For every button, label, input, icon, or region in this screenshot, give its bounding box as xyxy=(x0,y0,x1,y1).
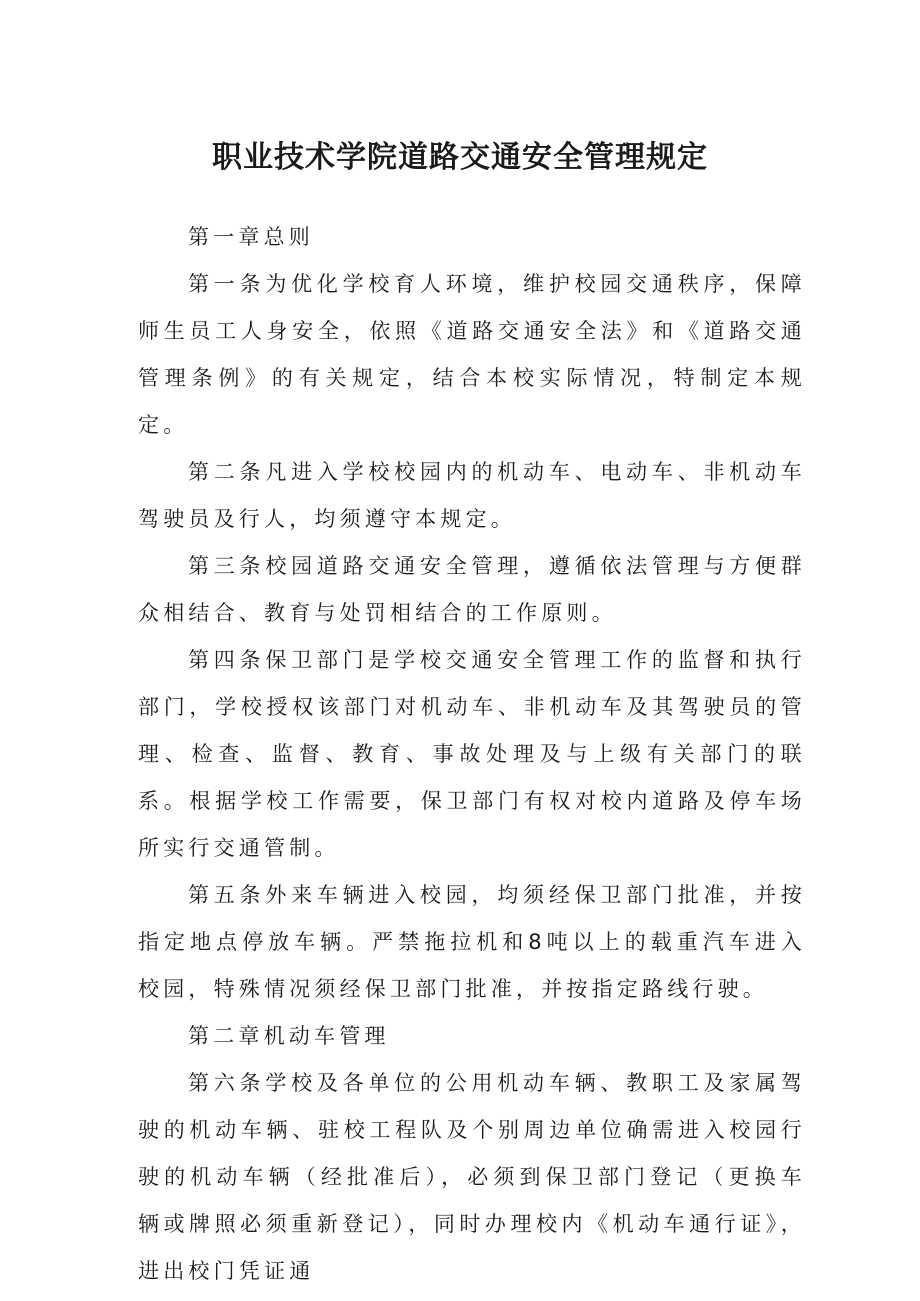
article-5: 第五条外来车辆进入校园，均须经保卫部门批准，并按指定地点停放车辆。严禁拖拉机和8吨以上的载重汽车进入校园，特殊情况须经保卫部门批准，并按指定路线行驶。 xyxy=(138,883,806,1001)
document-title: 职业技术学院道路交通安全管理规定 xyxy=(212,140,708,175)
article-3: 第三条校园道路交通安全管理，遵循依法管理与方便群众相结合、教育与处罚相结合的工作原则。 xyxy=(138,554,806,625)
article-4: 第四条保卫部门是学校交通安全管理工作的监督和执行部门，学校授权该部门对机动车、非机动车及其驾驶员的管理、检查、监督、教育、事故处理及与上级有关部门的联系。根据学校工作需要，保卫部门有权对校内道路及停车场所实行交通管制。 xyxy=(138,648,806,860)
article-1: 第一条为优化学校育人环境，维护校园交通秩序，保障师生员工人身安全，依照《道路交通安全法》和《道路交通管理条例》的有关规定，结合本校实际情况，特制定本规定。 xyxy=(138,272,806,437)
chapter-heading-1: 第一章总则 xyxy=(188,225,314,249)
document-body xyxy=(138,214,806,1295)
chapter-heading-2: 第二章机动车管理 xyxy=(188,1024,390,1048)
article-2: 第二条凡进入学校校园内的机动车、电动车、非机动车驾驶员及行人，均须遵守本规定。 xyxy=(138,460,806,531)
article-6: 第六条学校及各单位的公用机动车辆、教职工及家属驾驶的机动车辆、驻校工程队及个别周边单位确需进入校园行驶的机动车辆（经批准后），必须到保卫部门登记（更换车辆或牌照必须重新登记），同时办理校内《机动车通行证》，进出校门凭证通 xyxy=(138,1071,806,1283)
